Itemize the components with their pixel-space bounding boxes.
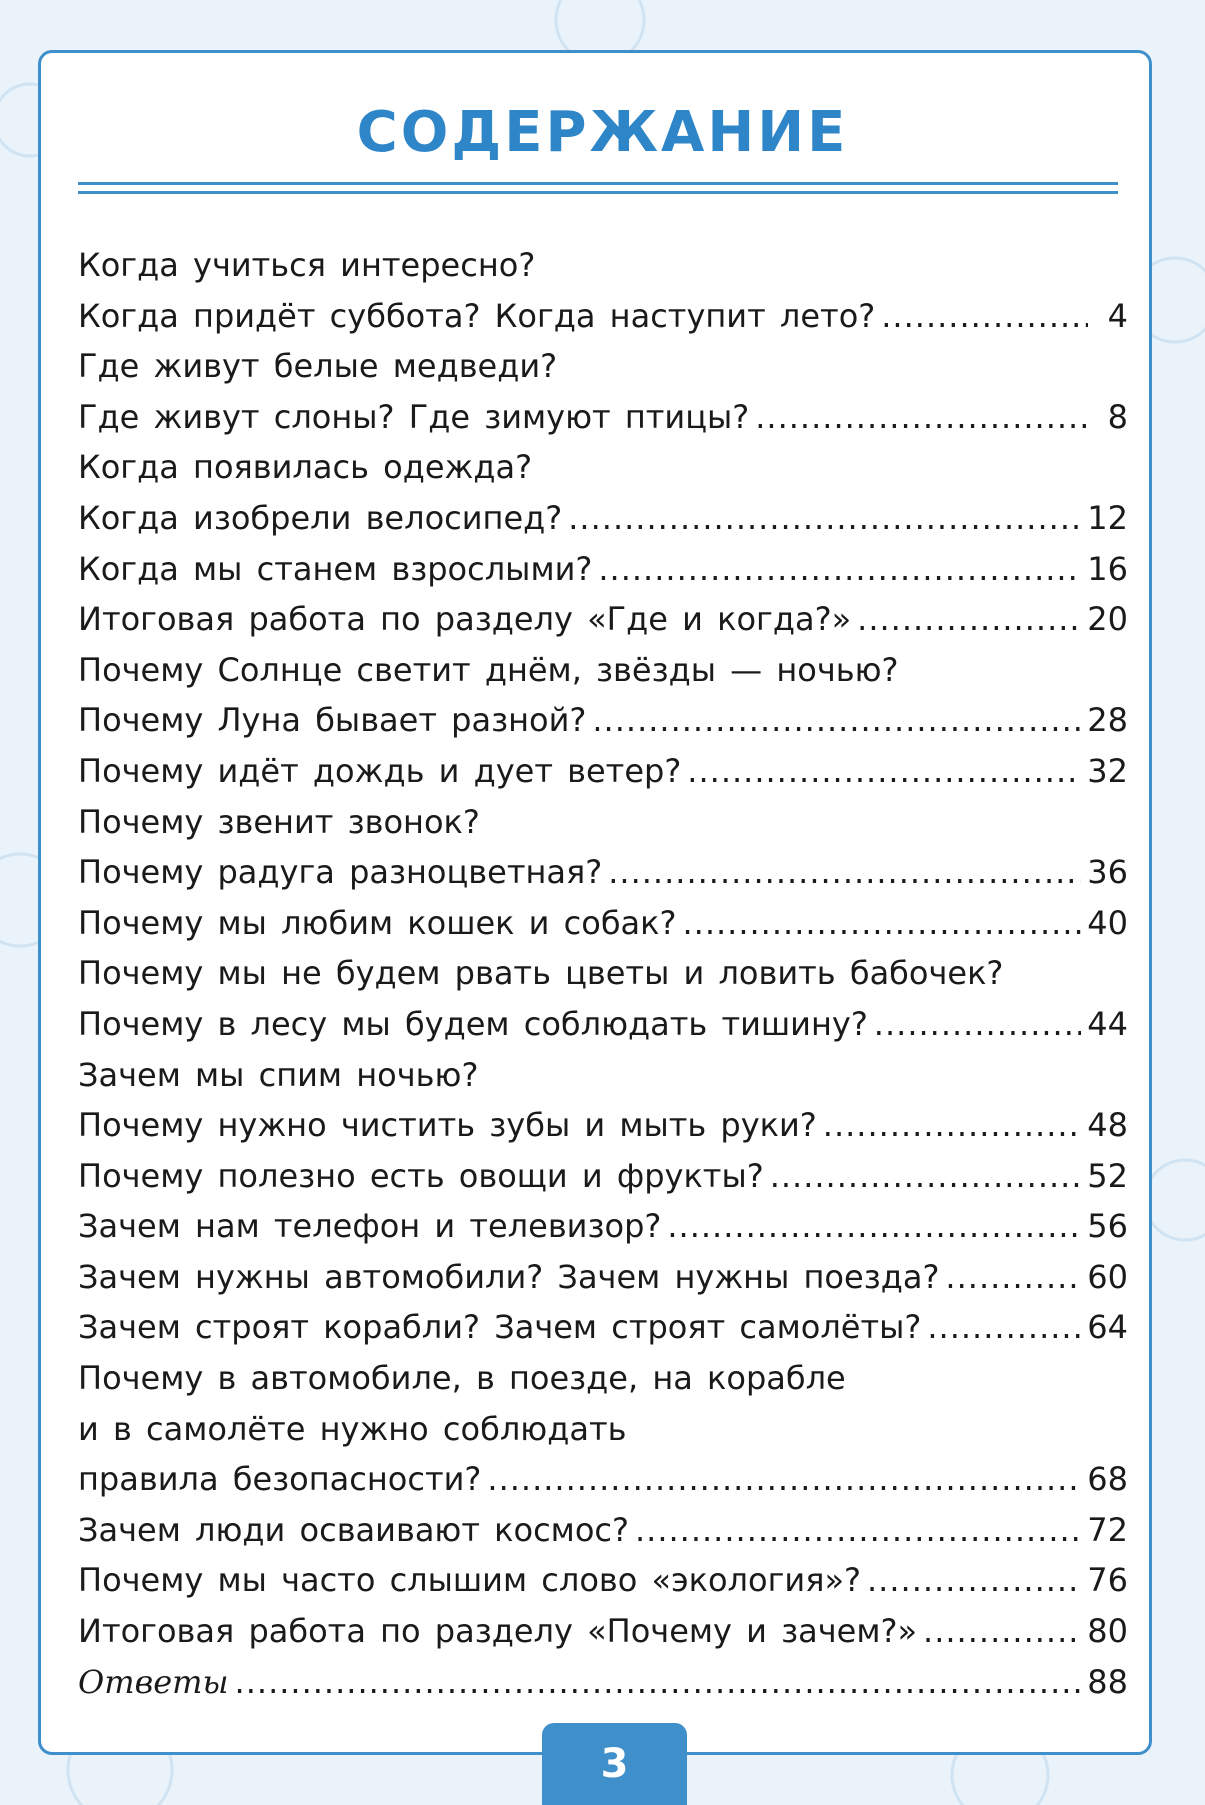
toc-entry-title: Почему в лесу мы будем соблюдать тишину? [78, 1004, 868, 1043]
toc-entry [78, 341, 1128, 392]
toc-dot-leader [608, 847, 1081, 898]
toc-entry-title: Почему в автомобиле, в поезде, на корабле [78, 1359, 846, 1398]
toc-entry [78, 544, 1128, 595]
toc-dot-leader [598, 544, 1081, 595]
toc-entry-page: 72 [1087, 1510, 1128, 1549]
toc-entry-page: 64 [1087, 1308, 1128, 1347]
toc-entry [78, 1606, 1128, 1657]
toc-entry [78, 493, 1128, 544]
toc-entry-page: 44 [1087, 1004, 1128, 1043]
toc-entry-title: Когда изобрели велосипед? [78, 498, 563, 537]
title-underline-top [78, 182, 1118, 185]
toc-entry [78, 999, 1128, 1050]
toc-entry [78, 695, 1128, 746]
toc-entry-title: и в самолёте нужно соблюдать [78, 1409, 627, 1448]
toc-entry [78, 1151, 1128, 1202]
toc-dot-leader [487, 1454, 1081, 1505]
toc-entry-page: 80 [1087, 1612, 1128, 1651]
toc-dot-leader [867, 1555, 1081, 1606]
toc-entry-title: Зачем мы спим ночью? [78, 1055, 479, 1094]
toc-entry-title: Когда учиться интересно? [78, 246, 536, 284]
toc-entry-title: Почему Солнце светит днём, звёзды — ночью? [78, 650, 899, 689]
toc-entry [78, 240, 1128, 291]
toc-entry-title: Зачем нам телефон и телевизор? [78, 1207, 662, 1246]
toc-entry-page: 56 [1087, 1207, 1128, 1246]
toc-entry [78, 291, 1128, 342]
toc-dot-leader [235, 1657, 1082, 1708]
toc-entry [78, 392, 1128, 443]
toc-entry-title: Ответы [78, 1662, 229, 1701]
toc-entry-title: Почему радуга разноцветная? [78, 853, 603, 892]
toc-entry-page: 68 [1087, 1460, 1128, 1499]
toc-dot-leader [923, 1606, 1081, 1657]
toc-entry-page: 32 [1087, 751, 1128, 790]
toc-dot-leader [592, 695, 1081, 746]
toc-entry-title: Итоговая работа по разделу «Где и когда?» [78, 600, 852, 639]
toc-entry-page: 88 [1087, 1662, 1128, 1701]
toc-entry-page: 60 [1087, 1257, 1128, 1296]
toc-dot-leader [927, 1302, 1081, 1353]
toc-entry-title: Почему звенит звонок? [78, 802, 480, 841]
toc-entry-title: Зачем нужны автомобили? Зачем нужны поезда? [78, 1257, 940, 1296]
toc-entry [78, 1404, 1128, 1455]
toc-dot-leader [635, 1505, 1081, 1556]
toc-entry-title: Итоговая работа по разделу «Почему и зачем?» [78, 1612, 918, 1651]
toc-dot-leader [823, 1100, 1082, 1151]
toc-entry [78, 442, 1128, 493]
toc-entry [78, 1302, 1128, 1353]
toc-entry [78, 1505, 1128, 1556]
toc-dot-leader [687, 746, 1081, 797]
toc-entry [78, 746, 1128, 797]
table-of-contents [78, 240, 1128, 1707]
toc-dot-leader [874, 999, 1081, 1050]
toc-entry [78, 797, 1128, 848]
toc-entry-page: 76 [1087, 1561, 1128, 1600]
toc-entry-page: 8 [1107, 397, 1128, 436]
toc-entry-title: Зачем люди осваивают космос? [78, 1510, 629, 1549]
toc-entry-title: Почему мы любим кошек и собак? [78, 903, 677, 942]
toc-entry [78, 948, 1128, 999]
page-title: СОДЕРЖАНИЕ [356, 100, 849, 165]
toc-entry-title: Почему Луна бывает разной? [78, 701, 587, 740]
toc-entry-page: 52 [1087, 1156, 1128, 1195]
toc-entry-page: 40 [1087, 903, 1128, 942]
toc-entry [78, 1657, 1128, 1708]
toc-entry-page: 48 [1087, 1106, 1128, 1145]
page-number: 3 [542, 1723, 687, 1805]
toc-dot-leader [755, 392, 1088, 443]
toc-entry-page: 16 [1087, 549, 1128, 588]
toc-entry-title: Где живут белые медведи? [78, 347, 558, 386]
toc-entry-title: Почему мы часто слышим слово «экология»? [78, 1561, 861, 1600]
toc-entry [78, 1454, 1128, 1505]
toc-entry [78, 847, 1128, 898]
toc-entry-title: правила безопасности? [78, 1460, 482, 1499]
toc-entry-title: Зачем строят корабли? Зачем строят самолёты? [78, 1308, 922, 1347]
title-underline-bottom [78, 191, 1118, 194]
toc-entry-title: Где живут слоны? Где зимуют птицы? [78, 397, 750, 436]
toc-entry [78, 1100, 1128, 1151]
toc-dot-leader [568, 493, 1081, 544]
toc-dot-leader [881, 291, 1088, 342]
toc-entry-title: Почему мы не будем рвать цветы и ловить бабочек? [78, 954, 1004, 993]
toc-dot-leader [945, 1252, 1081, 1303]
toc-entry [78, 594, 1128, 645]
toc-dot-leader [682, 898, 1081, 949]
toc-entry-page: 12 [1087, 498, 1128, 537]
toc-entry-title: Почему полезно есть овощи и фрукты? [78, 1156, 764, 1195]
toc-entry [78, 898, 1128, 949]
toc-dot-leader [667, 1201, 1081, 1252]
toc-entry-title: Когда появилась одежда? [78, 448, 533, 487]
toc-entry-title: Когда придёт суббота? Когда наступит лето? [78, 296, 876, 335]
toc-entry [78, 645, 1128, 696]
toc-entry-title: Почему идёт дождь и дует ветер? [78, 751, 682, 790]
toc-dot-leader [770, 1151, 1082, 1202]
toc-entry-page: 36 [1087, 853, 1128, 892]
toc-entry-title: Когда мы станем взрослыми? [78, 549, 593, 588]
toc-entry [78, 1201, 1128, 1252]
toc-entry-title: Почему нужно чистить зубы и мыть руки? [78, 1106, 817, 1145]
toc-dot-leader [857, 594, 1081, 645]
toc-entry-page: 28 [1087, 701, 1128, 740]
toc-entry-page: 20 [1087, 600, 1128, 639]
toc-entry-page: 4 [1107, 296, 1128, 335]
toc-entry [78, 1555, 1128, 1606]
toc-entry [78, 1050, 1128, 1101]
toc-entry [78, 1252, 1128, 1303]
toc-entry [78, 1353, 1128, 1404]
